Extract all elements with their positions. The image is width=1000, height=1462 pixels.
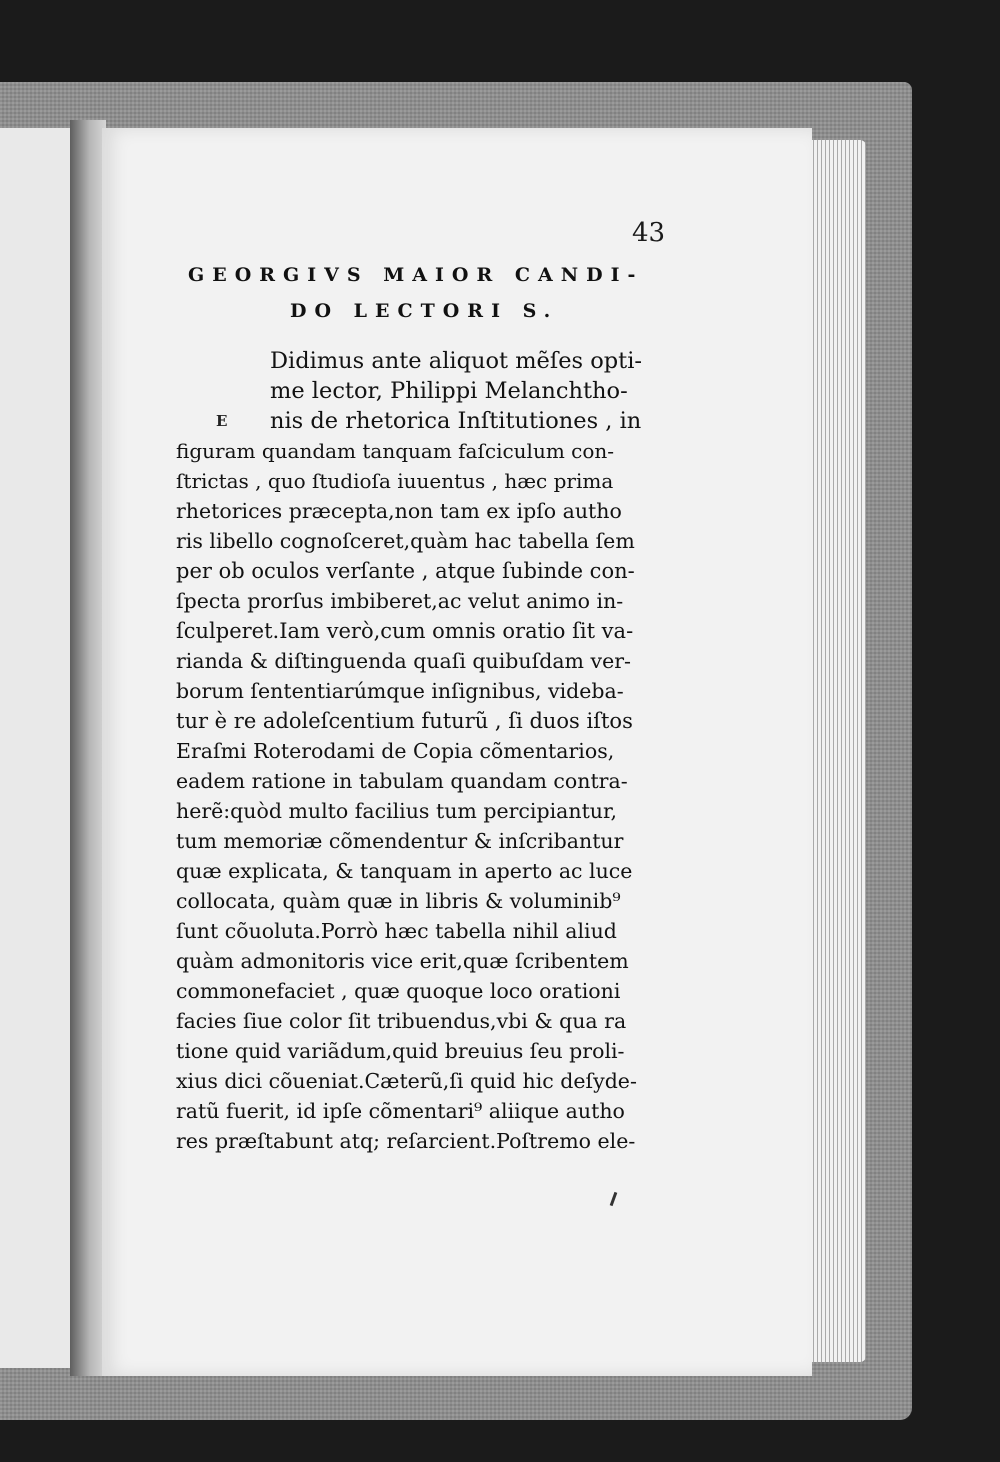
text-line: me lector, Philippi Melanchtho- [270,378,628,404]
heading-line-1: GEORGIVS MAIOR CANDI- [188,264,644,286]
text-line: res præſtabunt atq; reſarcient.Poſtremo ele- [176,1129,636,1153]
text-line: collocata, quàm quæ in libris & voluminib⁹ [176,889,621,913]
page-number: 43 [632,218,666,248]
text-line: Eraſmi Roterodami de Copia cõmentarios, [176,739,615,763]
text-line: rianda & diſtinguenda quaſi quibuſdam ver- [176,649,631,673]
page-edges [806,140,866,1362]
text-line: figuram quandam tanquam faſciculum con- [176,439,615,463]
text-line: xius dici cõueniat.Cæterũ,ſi quid hic deſyde- [176,1069,637,1093]
text-line: tione quid variãdum,quid breuius ſeu proli- [176,1039,625,1063]
left-page-edge [0,128,73,1368]
text-line: ratũ fuerit, id ipſe cõmentari⁹ aliique autho [176,1099,625,1123]
text-line: tur è re adoleſcentium futurũ , ſi duos iſtos [176,709,633,733]
text-line: per ob oculos verſante , atque ſubinde con- [176,559,635,583]
text-line: ſculperet.Iam verò,cum omnis oratio ſit va- [176,619,634,643]
text-line: borum ſententiarúmque inſignibus, videba- [176,679,624,703]
text-line: ris libello cognoſceret,quàm hac tabella ſem [176,529,635,553]
text-line: Didimus ante aliquot mẽſes opti- [270,348,642,374]
heading-line-2: DO LECTORI S. [290,300,559,322]
text-line: quàm admonitoris vice erit,quæ ſcribentem [176,949,629,973]
text-line: herẽ:quòd multo facilius tum percipiantur, [176,799,618,823]
text-line: rhetorices præcepta,non tam ex ipſo autho [176,499,622,523]
text-line: quæ explicata, & tanquam in aperto ac luce [176,859,633,883]
text-line: tum memoriæ cõmendentur & inſcribantur [176,829,624,853]
text-line: ſpecta prorſus imbiberet,ac velut animo in- [176,589,624,613]
text-line: eadem ratione in tabulam quandam contra- [176,769,628,793]
text-line: facies ſiue color ſit tribuendus,vbi & qua ra [176,1009,627,1033]
text-line: ſunt cõuoluta.Porrò hæc tabella nihil aliud [176,919,617,943]
text-line: ſtrictas , quo ſtudioſa iuuentus , hæc prima [176,469,614,493]
book-gutter [70,120,106,1376]
marginal-letter: E [216,412,228,430]
text-line: commonefaciet , quæ quoque loco orationi [176,979,621,1003]
text-line: nis de rhetorica Inſtitutiones , in [270,408,642,434]
